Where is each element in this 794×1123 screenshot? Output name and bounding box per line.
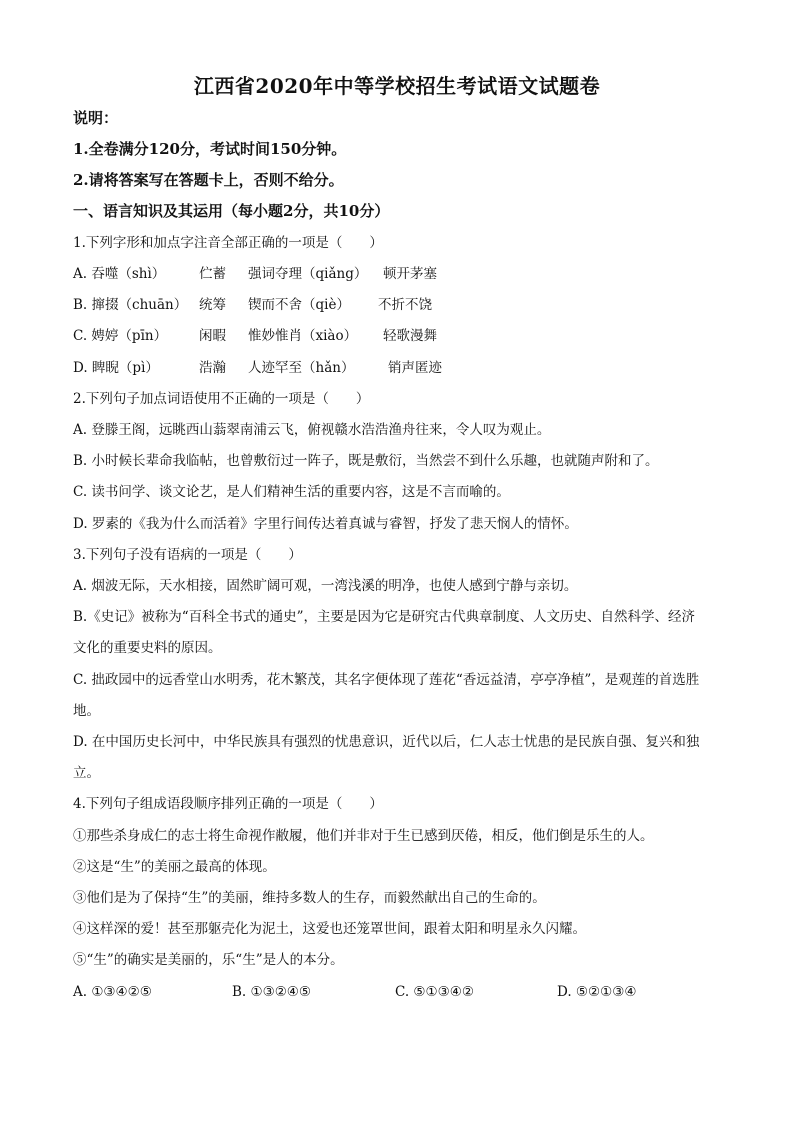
q4-sentence-5: ⑤“生”的确实是美丽的，乐“生”是人的本分。 [73, 952, 344, 968]
q3-option-c-line2: 地。 [73, 703, 100, 719]
q4-sentence-1: ①那些杀身成仁的志士将生命视作敝履，他们并非对于生已感到厌倦，相反，他们倒是乐生的人。 [73, 828, 654, 844]
q1-b-col1: B. 撺掇（chuān） [73, 297, 188, 313]
instructions-label: 说明： [73, 109, 119, 127]
q1-c-col3: 惟妙惟肖（xiào） [248, 328, 358, 344]
q3-option-c-line1: C. 拙政园中的远香堂山水明秀，花木繁茂，其名字便体现了莲花“香远益清，亭亭净植”，是观莲的首选胜 [73, 672, 700, 688]
section-heading: 一、语言知识及其运用（每小题2分，共10分） [73, 202, 390, 220]
q1-a-col3: 强词夺理（qiǎng） [248, 266, 368, 282]
q1-d-col1: D. 睥睨（pì） [73, 360, 159, 376]
q1-a-col2: 伫蓄 [199, 266, 226, 282]
q2-option-b: B. 小时候长辈命我临帖，也曾敷衍过一阵子，既是敷衍，当然尝不到什么乐趣，也就随声附和了。 [73, 453, 659, 469]
q1-b-col3: 锲而不舍（qiè） [248, 297, 350, 313]
q1-a-col4: 顿开茅塞 [383, 266, 437, 282]
q3-option-d-line1: D. 在中国历史长河中，中华民族具有强烈的忧患意识，近代以后，仁人志士忧患的是民族自强、复兴和独 [73, 734, 700, 750]
q3-option-d-line2: 立。 [73, 765, 100, 781]
q2-option-c: C. 读书问学、谈文论艺，是人们精神生活的重要内容，这是不言而喻的。 [73, 484, 510, 500]
q1-c-col2: 闲暇 [199, 328, 226, 344]
q4-option-b: B. ①③②④⑤ [232, 984, 312, 1000]
q1-d-col4: 销声匿迹 [388, 360, 442, 376]
q2-option-d: D. 罗素的《我为什么而活着》字里行间传达着真诚与睿智，抒发了悲天悯人的情怀。 [73, 516, 578, 532]
q1-c-col4: 轻歌漫舞 [383, 328, 437, 344]
instruction-item-1: 1.全卷满分120分，考试时间150分钟。 [73, 140, 347, 158]
q4-option-c: C. ⑤①③④② [395, 984, 474, 1000]
q3-option-b-line2: 文化的重要史料的原因。 [73, 640, 222, 656]
q4-sentence-4: ④这样深的爱！甚至那躯壳化为泥土，这爱也还笼罩世间，跟着太阳和明星永久闪耀。 [73, 921, 586, 937]
q1-d-col3: 人迹罕至（hǎn） [248, 360, 355, 376]
q3-option-a: A. 烟波无际，天水相接，固然旷阔可观，一湾浅溪的明净，也使人感到宁静与亲切。 [73, 578, 578, 594]
q2-stem: 2.下列句子加点词语使用不正确的一项是（ ） [73, 391, 370, 407]
q4-option-d: D. ⑤②①③④ [557, 984, 637, 1000]
q4-stem: 4.下列句子组成语段顺序排列正确的一项是（ ） [73, 796, 383, 812]
page-title: 江西省2020年中等学校招生考试语文试题卷 [193, 74, 601, 98]
q1-c-col1: C. 娉婷（pīn） [73, 328, 168, 344]
q3-stem: 3.下列句子没有语病的一项是（ ） [73, 547, 302, 563]
q1-b-col4: 不折不饶 [378, 297, 432, 313]
q1-a-col1: A. 吞噬（shì） [73, 266, 166, 282]
q4-option-a: A. ①③④②⑤ [73, 984, 152, 1000]
q3-option-b-line1: B.《史记》被称为“百科全书式的通史”，主要是因为它是研究古代典章制度、人文历史、自然科学、经济 [73, 609, 696, 625]
q1-stem: 1.下列字形和加点字注音全部正确的一项是（ ） [73, 235, 383, 251]
q4-sentence-2: ②这是“生”的美丽之最高的体现。 [73, 859, 276, 875]
instruction-item-2: 2.请将答案写在答题卡上，否则不给分。 [73, 171, 344, 189]
q4-sentence-3: ③他们是为了保持“生”的美丽，维持多数人的生存，而毅然献出自己的生命的。 [73, 890, 546, 906]
q1-d-col2: 浩瀚 [199, 360, 226, 376]
q2-option-a: A. 登滕王阁，远眺西山蓊翠南浦云飞，俯视赣水浩浩渔舟往来，令人叹为观止。 [73, 422, 551, 438]
q1-b-col2: 统筹 [199, 297, 226, 313]
